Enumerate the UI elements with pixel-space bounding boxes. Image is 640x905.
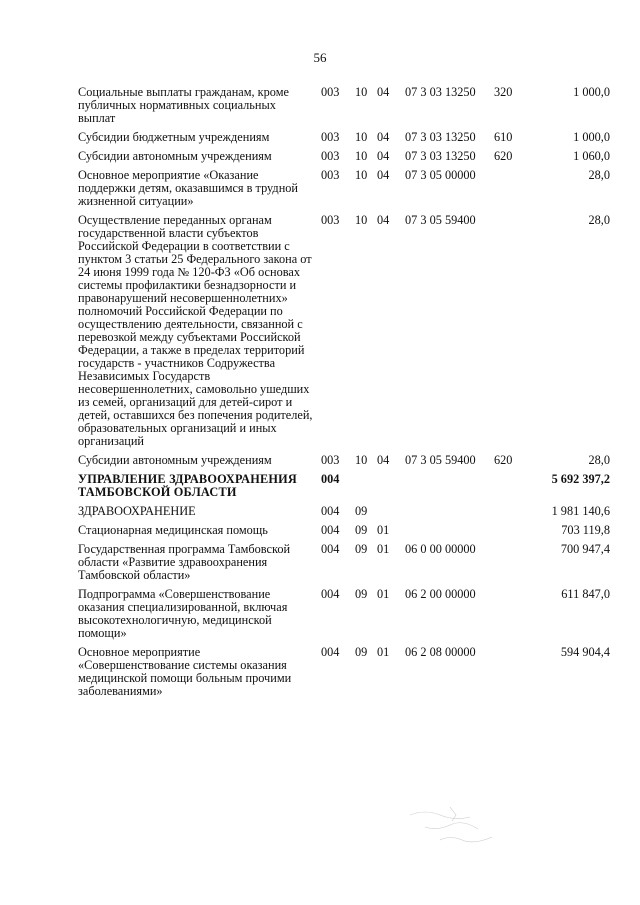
cell-subsection-code: 01 — [377, 542, 390, 556]
table-row — [78, 543, 610, 588]
table-row — [78, 646, 610, 704]
cell-ministry-code: 004 — [321, 587, 340, 601]
table-body — [78, 86, 610, 704]
cell-name: ЗДРАВООХРАНЕНИЕ — [78, 504, 196, 518]
cell-amount: 28,0 — [588, 453, 610, 467]
cell-target-article — [405, 473, 494, 505]
cell-ministry-code: 004 — [321, 504, 340, 518]
cell-section-code: 09 — [355, 542, 368, 556]
cell-amount: 1 000,0 — [573, 85, 610, 99]
cell-expense-type: 620 — [494, 149, 513, 163]
cell-section-code: 09 — [355, 587, 368, 601]
cell-amount: 5 692 397,2 — [551, 472, 610, 486]
cell-name: Осуществление переданных органам государственной власти субъектов Российской Федерации в соответствии с пунктом 3 статьи 25 Федерального закона от 24 июня 1999 года № 120-ФЗ «Об основах системы профилактики безнадзорности и правонарушений несовершеннолетних» полномочий Российской Федерации по осуществлению деятельности, связанной с перевозкой между субъектами Российской Федерации, а также в пределах территорий государств - участников Содружества Независимых Государств несовершеннолетних, самовольно ушедших из семей, организаций для детей-сирот и детей, оставшихся без попечения родителей, образовательных организаций и иных организаций — [78, 213, 313, 448]
table-row — [78, 473, 610, 505]
cell-amount: 1 981 140,6 — [551, 504, 610, 518]
cell-expense-type — [494, 473, 536, 505]
cell-expense-type — [494, 214, 536, 454]
cell-target-article: 07 3 03 13250 — [405, 130, 476, 144]
cell-expense-type — [494, 169, 536, 214]
cell-amount: 1 060,0 — [573, 149, 610, 163]
cell-expense-type: 320 — [494, 85, 513, 99]
cell-section-code: 10 — [355, 168, 368, 182]
cell-ministry-code: 004 — [321, 645, 340, 659]
cell-subsection-code: 04 — [377, 168, 390, 182]
table-row — [78, 454, 610, 473]
budget-table — [78, 86, 610, 704]
cell-subsection-code: 04 — [377, 213, 390, 227]
cell-section-code: 09 — [355, 504, 368, 518]
cell-target-article: 07 3 05 00000 — [405, 168, 476, 182]
table-row — [78, 169, 610, 214]
cell-expense-type — [494, 646, 536, 704]
table-row — [78, 588, 610, 646]
cell-section-code: 10 — [355, 213, 368, 227]
cell-name: Подпрограмма «Совершенствование оказания специализированной, включая высокотехнологичную, медицинской помощи» — [78, 587, 288, 640]
cell-subsection-code: 01 — [377, 523, 390, 537]
table-row — [78, 524, 610, 543]
cell-name: Субсидии автономным учреждениям — [78, 149, 272, 163]
cell-expense-type — [494, 588, 536, 646]
cell-target-article: 07 3 03 13250 — [405, 149, 476, 163]
cell-section-code — [355, 473, 377, 505]
cell-target-article: 06 0 00 00000 — [405, 542, 476, 556]
cell-ministry-code: 003 — [321, 213, 340, 227]
cell-name: Социальные выплаты гражданам, кроме публичных нормативных социальных выплат — [78, 85, 289, 125]
cell-amount: 611 847,0 — [561, 587, 610, 601]
cell-target-article: 07 3 05 59400 — [405, 453, 476, 467]
cell-ministry-code: 003 — [321, 168, 340, 182]
cell-amount: 703 119,8 — [561, 523, 610, 537]
table-row — [78, 86, 610, 131]
cell-ministry-code: 004 — [321, 542, 340, 556]
cell-section-code: 09 — [355, 645, 368, 659]
cell-target-article: 07 3 03 13250 — [405, 85, 476, 99]
cell-section-code: 09 — [355, 523, 368, 537]
cell-subsection-code: 04 — [377, 85, 390, 99]
cell-section-code: 10 — [355, 149, 368, 163]
cell-subsection-code: 04 — [377, 453, 390, 467]
cell-target-article: 07 3 05 59400 — [405, 213, 476, 227]
table-row — [78, 214, 610, 454]
table-row — [78, 150, 610, 169]
table-row — [78, 131, 610, 150]
cell-name: УПРАВЛЕНИЕ ЗДРАВООХРАНЕНИЯ ТАМБОВСКОЙ ОБЛАСТИ — [78, 472, 297, 499]
cell-amount: 28,0 — [588, 213, 610, 227]
cell-section-code: 10 — [355, 453, 368, 467]
faint-stamp-mark — [400, 795, 510, 855]
cell-section-code: 10 — [355, 130, 368, 144]
cell-expense-type — [494, 543, 536, 588]
cell-ministry-code: 003 — [321, 453, 340, 467]
cell-section-code: 10 — [355, 85, 368, 99]
cell-amount: 700 947,4 — [560, 542, 610, 556]
cell-expense-type — [494, 505, 536, 524]
cell-subsection-code: 04 — [377, 130, 390, 144]
cell-amount: 1 000,0 — [573, 130, 610, 144]
cell-name: Основное мероприятие «Оказание поддержки детям, оказавшимся в трудной жизненной ситуации» — [78, 168, 298, 208]
cell-target-article: 06 2 08 00000 — [405, 645, 476, 659]
cell-name: Стационарная медицинская помощь — [78, 523, 268, 537]
cell-name: Основное мероприятие «Совершенствование системы оказания медицинской помощи больным прочими заболеваниями» — [78, 645, 292, 698]
table-row — [78, 505, 610, 524]
cell-target-article — [405, 505, 494, 524]
cell-subsection-code — [377, 473, 405, 505]
cell-name: Государственная программа Тамбовской области «Развитие здравоохранения Тамбовской области» — [78, 542, 291, 582]
cell-expense-type — [494, 524, 536, 543]
cell-amount: 594 904,4 — [560, 645, 610, 659]
cell-target-article — [405, 524, 494, 543]
cell-expense-type: 610 — [494, 130, 513, 144]
cell-name: Субсидии бюджетным учреждениям — [78, 130, 270, 144]
cell-name: Субсидии автономным учреждениям — [78, 453, 272, 467]
cell-target-article: 06 2 00 00000 — [405, 587, 476, 601]
cell-amount: 28,0 — [588, 168, 610, 182]
page-number: 56 — [313, 50, 327, 65]
cell-subsection-code — [377, 505, 405, 524]
cell-ministry-code: 003 — [321, 130, 340, 144]
cell-ministry-code: 003 — [321, 149, 340, 163]
cell-ministry-code: 003 — [321, 85, 340, 99]
cell-subsection-code: 01 — [377, 587, 390, 601]
cell-ministry-code: 004 — [321, 523, 340, 537]
cell-ministry-code: 004 — [321, 472, 340, 486]
cell-subsection-code: 04 — [377, 149, 390, 163]
cell-expense-type: 620 — [494, 453, 513, 467]
cell-subsection-code: 01 — [377, 645, 390, 659]
